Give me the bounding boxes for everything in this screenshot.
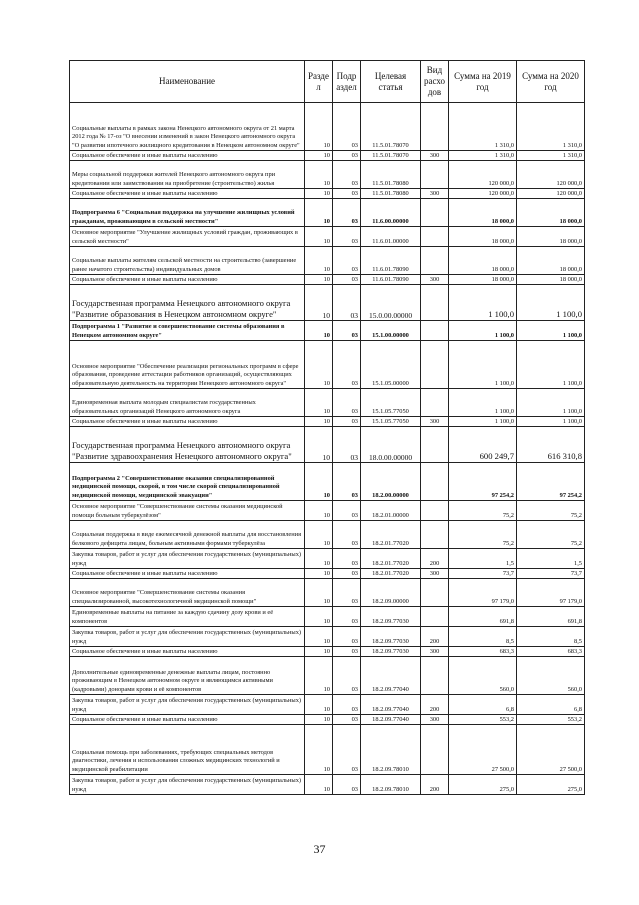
cell-subsection: 03 [333,463,361,501]
cell-name: Дополнительные единовременные денежные выплаты лицам, постоянно проживающим в Ненецком автономном округе и являющимся активными (кадровыми) донорами крови и её компонентов [70,657,305,695]
cell-target: 18.2.01.77020 [361,521,421,549]
cell-name: Государственная программа Ненецкого автономного округа "Развитие здравоохранения Ненецкого автономного округа" [70,427,305,463]
cell-section: 10 [305,607,333,627]
cell-name: Социальные выплаты в рамках закона Ненецкого автономного округа от 21 марта 2012 года № 17-оз "О внесении изменений в закон Ненецкого автономного округа "О развитии ипотечного жилищного кредитования в Ненецком автономном округе" [70,103,305,151]
cell-subsection: 03 [333,389,361,417]
table-row [70,463,585,501]
cell-name: Государственная программа Ненецкого автономного округа "Развитие образования в Ненецком автономном округе" [70,285,305,321]
cell-target: 18.2.09.77040 [361,715,421,725]
cell-section: 10 [305,227,333,247]
table-row [70,427,585,463]
cell-section: 10 [305,657,333,695]
cell-section: 10 [305,427,333,463]
cell-sum-2019: 120 000,0 [449,189,517,199]
cell-subsection: 03 [333,569,361,579]
cell-subsection: 03 [333,417,361,427]
cell-expense-type: 300 [421,275,449,285]
cell-target: 15.0.00.00000 [361,285,421,321]
cell-target: 18.2.09.77040 [361,695,421,715]
cell-sum-2019: 1 310,0 [449,103,517,151]
cell-section: 10 [305,501,333,521]
cell-sum-2019: 1 100,0 [449,321,517,341]
cell-expense-type: 300 [421,417,449,427]
cell-expense-type [421,501,449,521]
cell-subsection: 03 [333,549,361,569]
cell-sum-2020: 1 310,0 [517,151,585,161]
table-row [70,103,585,151]
cell-section: 10 [305,569,333,579]
cell-expense-type [421,657,449,695]
table-row [70,199,585,227]
cell-sum-2020: 1 100,0 [517,285,585,321]
cell-target: 18.2.09.00000 [361,579,421,607]
cell-target: 11.6.01.78090 [361,275,421,285]
cell-name: Социальная помощь при заболеваниях, требующих специальных методов диагностики, лечения и использования сложных медицинских технологий и медицинской реабилитации [70,725,305,775]
cell-sum-2019: 691,8 [449,607,517,627]
cell-name: Основное мероприятие "Обеспечение реализации региональных программ в сфере образования, проведение аттестации работников организаций, осуществляющих образовательную деятельность на территории Ненецкого автономного округа" [70,341,305,389]
cell-subsection: 03 [333,341,361,389]
cell-name: Подпрограмма 6 "Социальная поддержка на улучшение жилищных условий гражданам, проживающим в сельской местности" [70,199,305,227]
cell-section: 10 [305,417,333,427]
table-row [70,647,585,657]
cell-name: Социальное обеспечение и иные выплаты населению [70,647,305,657]
cell-subsection: 03 [333,151,361,161]
cell-sum-2020: 8,5 [517,627,585,647]
cell-target: 15.1.05.00000 [361,341,421,389]
cell-sum-2020: 75,2 [517,521,585,549]
cell-sum-2020: 553,2 [517,715,585,725]
cell-name: Подпрограмма 1 "Развитие и совершенствование системы образования в Ненецком автономном округе" [70,321,305,341]
cell-expense-type [421,161,449,189]
cell-subsection: 03 [333,227,361,247]
cell-expense-type: 200 [421,549,449,569]
cell-target: 11.5.01.78070 [361,151,421,161]
cell-expense-type: 300 [421,569,449,579]
cell-sum-2019: 97 179,0 [449,579,517,607]
cell-name: Закупка товаров, работ и услуг для обеспечения государственных (муниципальных) нужд [70,549,305,569]
cell-sum-2020: 1,5 [517,549,585,569]
cell-subsection: 03 [333,275,361,285]
cell-target: 18.2.01.77020 [361,569,421,579]
cell-name: Подпрограмма 2 "Совершенствование оказания специализированной медицинской помощи, скорой, в том числе скорой специализированной медицинской помощи, медицинской эвакуации" [70,463,305,501]
cell-sum-2020: 97 254,2 [517,463,585,501]
cell-section: 10 [305,579,333,607]
cell-sum-2019: 18 000,0 [449,275,517,285]
cell-target: 18.0.00.00000 [361,427,421,463]
cell-name: Единовременная выплата молодым специалистам государственных образовательных организаций Ненецкого автономного округа [70,389,305,417]
cell-target: 18.2.09.77030 [361,607,421,627]
cell-subsection: 03 [333,647,361,657]
cell-name: Социальные выплаты жителям сельской местности на строительство (завершение ранее начатого строительства) индивидуальных домов [70,247,305,275]
cell-name: Социальное обеспечение и иные выплаты населению [70,715,305,725]
cell-name: Основное мероприятие "Совершенствование системы оказания специализированной, высокотехнологичной медицинской помощи" [70,579,305,607]
cell-sum-2019: 1 100,0 [449,389,517,417]
cell-name: Социальная поддержка в виде ежемесячной денежной выплаты для восстановления белкового дефицита лицам, больным активными формами туберкулёза [70,521,305,549]
cell-sum-2020: 1 100,0 [517,321,585,341]
table-row [70,189,585,199]
cell-sum-2019: 600 249,7 [449,427,517,463]
cell-expense-type [421,227,449,247]
cell-sum-2019: 1 310,0 [449,151,517,161]
table-row [70,321,585,341]
cell-sum-2020: 18 000,0 [517,275,585,285]
cell-sum-2020: 616 310,8 [517,427,585,463]
cell-section: 10 [305,321,333,341]
cell-name: Социальное обеспечение и иные выплаты населению [70,151,305,161]
header-sum-2019: Сумма на 2019 год [449,61,517,103]
cell-section: 10 [305,647,333,657]
cell-sum-2019: 27 500,0 [449,725,517,775]
cell-section: 10 [305,775,333,795]
cell-sum-2020: 73,7 [517,569,585,579]
cell-target: 15.1.05.77050 [361,389,421,417]
cell-sum-2019: 120 000,0 [449,161,517,189]
cell-sum-2019: 8,5 [449,627,517,647]
cell-expense-type [421,199,449,227]
cell-sum-2019: 18 000,0 [449,247,517,275]
cell-expense-type [421,579,449,607]
cell-section: 10 [305,549,333,569]
cell-sum-2020: 6,8 [517,695,585,715]
cell-subsection: 03 [333,161,361,189]
header-expense-type: Вид расхо дов [421,61,449,103]
table-header-row [70,61,585,103]
table-row [70,569,585,579]
header-target: Целевая статья [361,61,421,103]
table-row [70,579,585,607]
cell-sum-2019: 97 254,2 [449,463,517,501]
cell-name: Закупка товаров, работ и услуг для обеспечения государственных (муниципальных) нужд [70,775,305,795]
table-body [70,103,585,795]
table-row [70,775,585,795]
cell-target: 15.1.00.00000 [361,321,421,341]
header-sum-2020: Сумма на 2020 год [517,61,585,103]
cell-expense-type [421,607,449,627]
cell-subsection: 03 [333,657,361,695]
cell-section: 10 [305,247,333,275]
cell-sum-2020: 18 000,0 [517,199,585,227]
cell-name: Меры социальной поддержки жителей Ненецкого автономного округа при кредитовании или заимствовании на приобретение (строительство) жилья [70,161,305,189]
cell-section: 10 [305,189,333,199]
cell-name: Социальное обеспечение и иные выплаты населению [70,569,305,579]
table-row [70,341,585,389]
table-row [70,725,585,775]
header-name: Наименование [70,61,305,103]
cell-sum-2020: 1 100,0 [517,417,585,427]
cell-sum-2019: 73,7 [449,569,517,579]
cell-sum-2019: 18 000,0 [449,199,517,227]
cell-sum-2020: 1 310,0 [517,103,585,151]
cell-subsection: 03 [333,427,361,463]
cell-subsection: 03 [333,103,361,151]
cell-target: 18.2.09.77040 [361,657,421,695]
cell-sum-2019: 1 100,0 [449,285,517,321]
cell-subsection: 03 [333,579,361,607]
cell-target: 11.6.01.00000 [361,227,421,247]
table-row [70,389,585,417]
table-row [70,521,585,549]
cell-sum-2020: 683,3 [517,647,585,657]
cell-subsection: 03 [333,501,361,521]
cell-section: 10 [305,695,333,715]
cell-name: Социальное обеспечение и иные выплаты населению [70,275,305,285]
cell-name: Основное мероприятие "Улучшение жилищных условий граждан, проживающих в сельской местности" [70,227,305,247]
cell-target: 11.5.01.78080 [361,161,421,189]
cell-name: Закупка товаров, работ и услуг для обеспечения государственных (муниципальных) нужд [70,695,305,715]
cell-sum-2019: 1,5 [449,549,517,569]
cell-section: 10 [305,275,333,285]
cell-sum-2019: 275,0 [449,775,517,795]
cell-sum-2020: 1 100,0 [517,341,585,389]
cell-section: 10 [305,521,333,549]
cell-subsection: 03 [333,285,361,321]
cell-target: 18.2.00.00000 [361,463,421,501]
cell-target: 18.2.09.78010 [361,725,421,775]
cell-section: 10 [305,341,333,389]
cell-subsection: 03 [333,715,361,725]
cell-sum-2019: 553,2 [449,715,517,725]
cell-target: 11.5.01.78080 [361,189,421,199]
cell-sum-2019: 1 100,0 [449,341,517,389]
cell-section: 10 [305,715,333,725]
cell-expense-type: 300 [421,189,449,199]
cell-target: 18.2.09.78010 [361,775,421,795]
cell-subsection: 03 [333,247,361,275]
cell-sum-2020: 275,0 [517,775,585,795]
cell-name: Закупка товаров, работ и услуг для обеспечения государственных (муниципальных) нужд [70,627,305,647]
cell-subsection: 03 [333,607,361,627]
cell-subsection: 03 [333,199,361,227]
table-row [70,227,585,247]
cell-expense-type: 300 [421,715,449,725]
cell-sum-2019: 6,8 [449,695,517,715]
cell-expense-type [421,725,449,775]
cell-sum-2020: 120 000,0 [517,189,585,199]
cell-section: 10 [305,285,333,321]
cell-sum-2020: 18 000,0 [517,227,585,247]
cell-target: 18.2.01.77020 [361,549,421,569]
cell-sum-2019: 18 000,0 [449,227,517,247]
table-row [70,161,585,189]
page-number: 37 [313,842,326,856]
cell-target: 11.6.01.78090 [361,247,421,275]
cell-section: 10 [305,389,333,417]
cell-expense-type [421,247,449,275]
table-row [70,417,585,427]
cell-expense-type: 200 [421,695,449,715]
cell-subsection: 03 [333,725,361,775]
table-row [70,549,585,569]
cell-expense-type [421,427,449,463]
table-row [70,657,585,695]
cell-target: 11.6.00.00000 [361,199,421,227]
cell-sum-2019: 75,2 [449,501,517,521]
cell-subsection: 03 [333,321,361,341]
cell-expense-type [421,285,449,321]
cell-expense-type: 200 [421,775,449,795]
cell-target: 11.5.01.78070 [361,103,421,151]
cell-sum-2019: 683,3 [449,647,517,657]
cell-sum-2020: 97 179,0 [517,579,585,607]
table-row [70,275,585,285]
table-row [70,715,585,725]
cell-expense-type [421,389,449,417]
cell-target: 18.2.09.77030 [361,647,421,657]
cell-target: 18.2.09.77030 [361,627,421,647]
cell-section: 10 [305,199,333,227]
header-section: Разде л [305,61,333,103]
cell-name: Единовременные выплаты на питание за каждую сдачину дозу крови и её компонентов [70,607,305,627]
table-row [70,151,585,161]
table-row [70,247,585,275]
table-row [70,285,585,321]
cell-sum-2020: 120 000,0 [517,161,585,189]
cell-section: 10 [305,463,333,501]
cell-sum-2020: 560,0 [517,657,585,695]
cell-sum-2020: 75,2 [517,501,585,521]
cell-sum-2020: 27 500,0 [517,725,585,775]
cell-section: 10 [305,103,333,151]
cell-section: 10 [305,161,333,189]
budget-table [69,60,585,795]
header-subsection: Подр аздел [333,61,361,103]
cell-expense-type [421,463,449,501]
cell-name: Социальное обеспечение и иные выплаты населению [70,417,305,427]
cell-section: 10 [305,627,333,647]
cell-name: Основное мероприятие "Совершенствование системы оказания медицинской помощи больным туберкулёзом" [70,501,305,521]
cell-expense-type [421,341,449,389]
cell-subsection: 03 [333,695,361,715]
cell-sum-2019: 75,2 [449,521,517,549]
cell-target: 18.2.01.00000 [361,501,421,521]
table-row [70,695,585,715]
cell-sum-2020: 1 100,0 [517,389,585,417]
cell-sum-2020: 691,8 [517,607,585,627]
cell-expense-type [421,321,449,341]
cell-sum-2019: 560,0 [449,657,517,695]
cell-expense-type [421,103,449,151]
cell-target: 15.1.05.77050 [361,417,421,427]
cell-expense-type: 300 [421,151,449,161]
cell-sum-2020: 18 000,0 [517,247,585,275]
cell-subsection: 03 [333,521,361,549]
cell-subsection: 03 [333,627,361,647]
cell-expense-type [421,521,449,549]
table-row [70,607,585,627]
cell-section: 10 [305,725,333,775]
cell-subsection: 03 [333,189,361,199]
cell-name: Социальное обеспечение и иные выплаты населению [70,189,305,199]
cell-subsection: 03 [333,775,361,795]
cell-sum-2019: 1 100,0 [449,417,517,427]
cell-expense-type: 300 [421,647,449,657]
cell-expense-type: 200 [421,627,449,647]
table-row [70,627,585,647]
cell-section: 10 [305,151,333,161]
table-row [70,501,585,521]
